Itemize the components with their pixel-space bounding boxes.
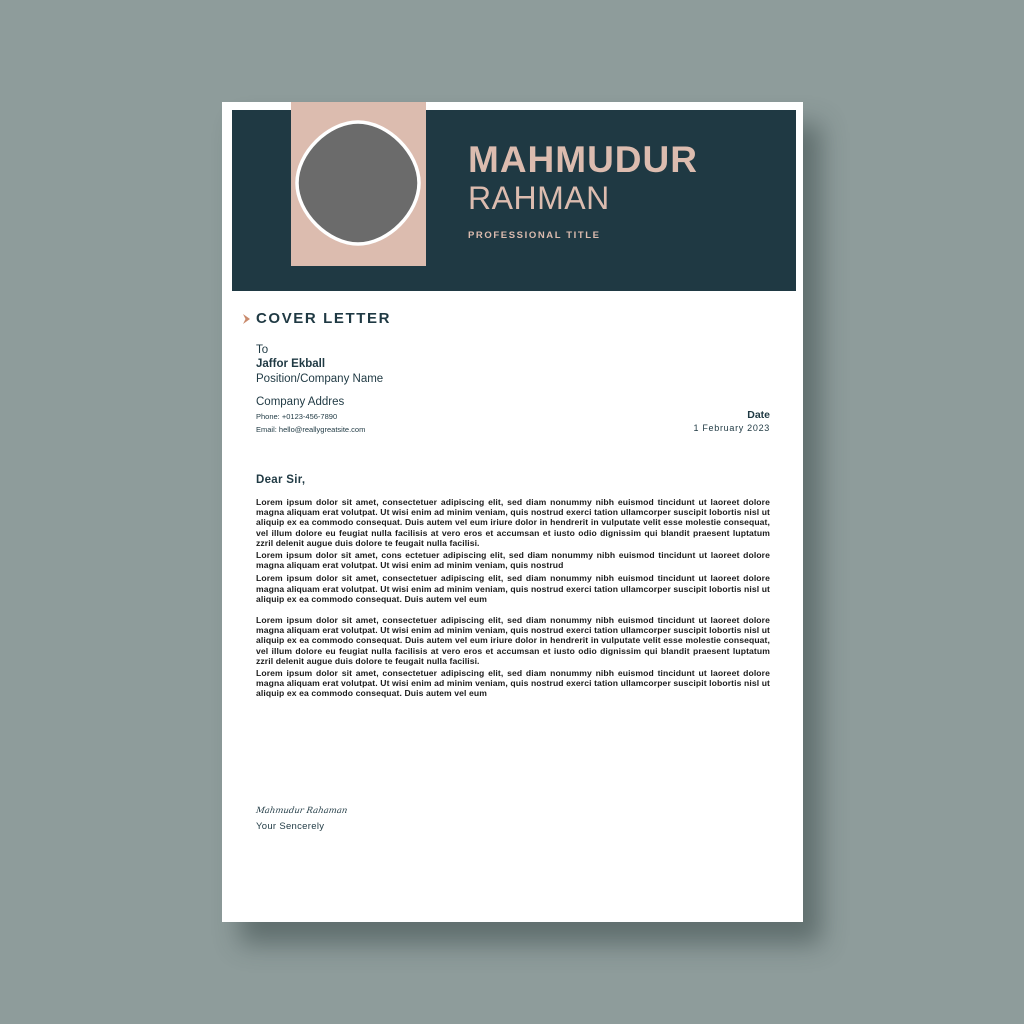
recipient-to: To <box>256 344 269 356</box>
recipient-position: Position/Company Name <box>256 373 384 385</box>
body-paragraph: Lorem ipsum dolor sit amet, consectetuer adipiscing elit, sed diam nonummy nibh euismod tincidunt ut laoreet dolore magna aliquam erat volutpat. Ut wisi enim ad minim veniam, quis nostrud exerci tation ullamcorper suscipit lobortis nisl ut aliquip ex ea commodo consequat. Duis autem vel eum iriure dolor in hendrerit in vulputate velit esse molestie consequat, vel illum dolore eu feugiat nulla facilisis at vero eros et accumsan et iusto odio dignissim qui blandit praesent luptatum zzril delenit augue duis dolore te feugait nulla facilisi. <box>256 615 770 666</box>
body-paragraph: Lorem ipsum dolor sit amet, consectetuer adipiscing elit, sed diam nonummy nibh euismod tincidunt ut laoreet dolore magna aliquam erat volutpat. Ut wisi enim ad minim veniam, quis nostrud exerci tation ullamcorper suscipit lobortis nisl ut aliquip ex ea commodo consequat. Duis autem vel eum iriure dolor in hendrerit in vulputate velit esse molestie consequat, vel illum dolore eu feugiat nulla facilisis at vero eros et accumsan et iusto odio dignissim qui blandit praesent luptatum zzril delenit augue duis dolore te feugait nulla facilisi. <box>256 497 770 548</box>
salutation: Dear Sir, <box>256 474 306 486</box>
body-paragraph: Lorem ipsum dolor sit amet, consectetuer adipiscing elit, sed diam nonummy nibh euismod tincidunt ut laoreet dolore magna aliquam erat volutpat. Ut wisi enim ad minim veniam, quis nostrud exerci tation ullamcorper suscipit lobortis nisl ut aliquip ex ea commodo consequat. Duis autem vel eum <box>256 668 770 699</box>
date-label: Date <box>747 409 770 421</box>
company-address: Company Addres <box>256 396 345 408</box>
recipient-phone: Phone: +0123-456-7890 <box>256 412 338 421</box>
chevron-right-icon <box>242 313 252 325</box>
letter-body <box>256 497 770 699</box>
last-name: RAHMAN <box>468 180 610 216</box>
section-heading <box>242 310 391 327</box>
name-block <box>468 140 698 241</box>
photo-tab <box>291 102 426 266</box>
signature: Mahmudur Rahaman <box>255 806 348 816</box>
date-value: 1 February 2023 <box>693 423 770 433</box>
first-name: MAHMUDUR <box>468 139 698 180</box>
date-block <box>693 408 770 435</box>
body-paragraph: Lorem ipsum dolor sit amet, cons ectetuer adipiscing elit, sed diam nonummy nibh euismod tincidunt ut laoreet dolore magna aliquam erat volutpat. Ut wisi enim ad minim veniam, quis nostrud <box>256 550 770 571</box>
header-banner <box>232 110 796 291</box>
photo-placeholder <box>293 118 423 248</box>
closing-line: Your Sencerely <box>256 821 325 832</box>
professional-title: PROFESSIONAL TITLE <box>468 230 601 241</box>
recipient-block <box>256 343 383 436</box>
recipient-email: Email: hello@reallygreatsite.com <box>256 425 366 434</box>
cover-letter-page <box>222 102 803 922</box>
recipient-name: Jaffor Ekball <box>256 358 326 370</box>
body-paragraph: Lorem ipsum dolor sit amet, consectetuer adipiscing elit, sed diam nonummy nibh euismod tincidunt ut laoreet dolore magna aliquam erat volutpat. Ut wisi enim ad minim veniam, quis nostrud exerci tation ullamcorper suscipit lobortis nisl ut aliquip ex ea commodo consequat. Duis autem vel eum <box>256 573 770 604</box>
section-title: COVER LETTER <box>256 310 392 327</box>
